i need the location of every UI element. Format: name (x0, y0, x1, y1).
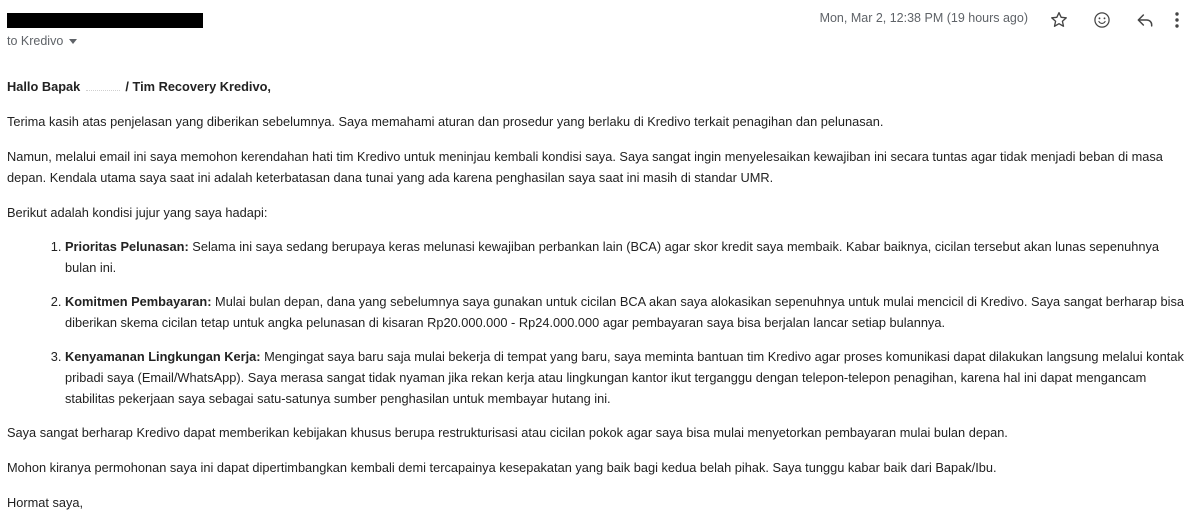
list-item-text: Mengingat saya baru saja mulai bekerja di tempat yang baru, saya meminta bantuan tim Kredivo agar proses komunikasi dapat dilakukan langsung melalui kontak pribadi saya (Email/WhatsApp). Saya merasa sangat tidak nyaman jika rekan kerja atau lingkungan kantor ikut terganggu dengan telepon-telepon penagihan, karena hal ini dapat mengancam stabilitas pekerjaan saya sebagai satu-satunya sumber penghasilan untuk membayar hutang ini. (65, 349, 1184, 406)
paragraph-5: Mohon kiranya permohonan saya ini dapat dipertimbangkan kembali demi tercapainya kesepakatan yang baik bagi kedua belah pihak. Saya tunggu kabar baik dari Bapak/Ibu. (7, 460, 997, 475)
emoji-reaction-icon (1092, 10, 1112, 30)
more-vert-icon (1174, 10, 1180, 30)
condition-list (7, 236, 1193, 409)
greeting-prefix: Hallo Bapak (7, 79, 81, 94)
reply-icon (1135, 10, 1155, 30)
email-header (0, 0, 1200, 56)
greeting-suffix: / Tim Recovery Kredivo, (125, 79, 271, 94)
recipient-name-redacted (86, 80, 120, 91)
greeting (7, 76, 1193, 97)
paragraph-2: Namun, melalui email ini saya memohon kerendahan hati tim Kredivo untuk meninjau kembali kondisi saya. Saya sangat ingin menyelesaikan kewajiban ini secara tuntas agar tidak menjadi beban di masa depan. Kendala utama saya saat ini adalah keterbatasan dana tunai yang ada karena penghasilan saya saat ini masih di standar UMR. (7, 149, 1163, 185)
paragraph-4: Saya sangat berharap Kredivo dapat memberikan kebijakan khusus berupa restrukturisasi atau cicilan pokok agar saya bisa mulai menyetorkan pembayaran mulai bulan depan. (7, 425, 1008, 440)
add-reaction-button[interactable] (1088, 6, 1116, 34)
email-body (7, 58, 1193, 513)
paragraph-3: Berikut adalah kondisi jujur yang saya hadapi: (7, 205, 268, 220)
list-item-title: Prioritas Pelunasan: (65, 239, 189, 254)
recipient-line: to Kredivo (7, 34, 64, 48)
sender-name-redacted (7, 13, 203, 28)
list-item-text: Mulai bulan depan, dana yang sebelumnya saya gunakan untuk cicilan BCA akan saya alokasikan sepenuhnya untuk mulai mencicil di Kredivo. Saya sangat berharap bisa diberikan skema cicilan tetap untuk angka pelunasan di kisaran Rp20.000.000 - Rp24.000.000 agar pembayaran saya bisa berjalan lancar setiap bulannya. (65, 294, 1184, 330)
star-button[interactable] (1045, 6, 1073, 34)
more-options-button[interactable] (1167, 6, 1187, 34)
list-item-title: Kenyamanan Lingkungan Kerja: (65, 349, 261, 364)
list-item (65, 236, 1193, 278)
paragraph-1: Terima kasih atas penjelasan yang diberikan sebelumnya. Saya memahami aturan dan prosedur yang berlaku di Kredivo terkait penagihan dan pelunasan. (7, 114, 884, 129)
recipient-details-toggle[interactable] (7, 34, 77, 48)
closing: Hormat saya, (7, 495, 84, 510)
email-date: Mon, Mar 2, 12:38 PM (19 hours ago) (819, 11, 1028, 25)
reply-button[interactable] (1131, 6, 1159, 34)
list-item-title: Komitmen Pembayaran: (65, 294, 212, 309)
caret-down-icon[interactable] (69, 39, 77, 44)
list-item (65, 346, 1193, 409)
list-item-text: Selama ini saya sedang berupaya keras melunasi kewajiban perbankan lain (BCA) agar skor kredit saya membaik. Kabar baiknya, cicilan tersebut akan lunas sepenuhnya bulan ini. (65, 239, 1160, 275)
star-icon (1049, 10, 1069, 30)
list-item (65, 291, 1193, 333)
